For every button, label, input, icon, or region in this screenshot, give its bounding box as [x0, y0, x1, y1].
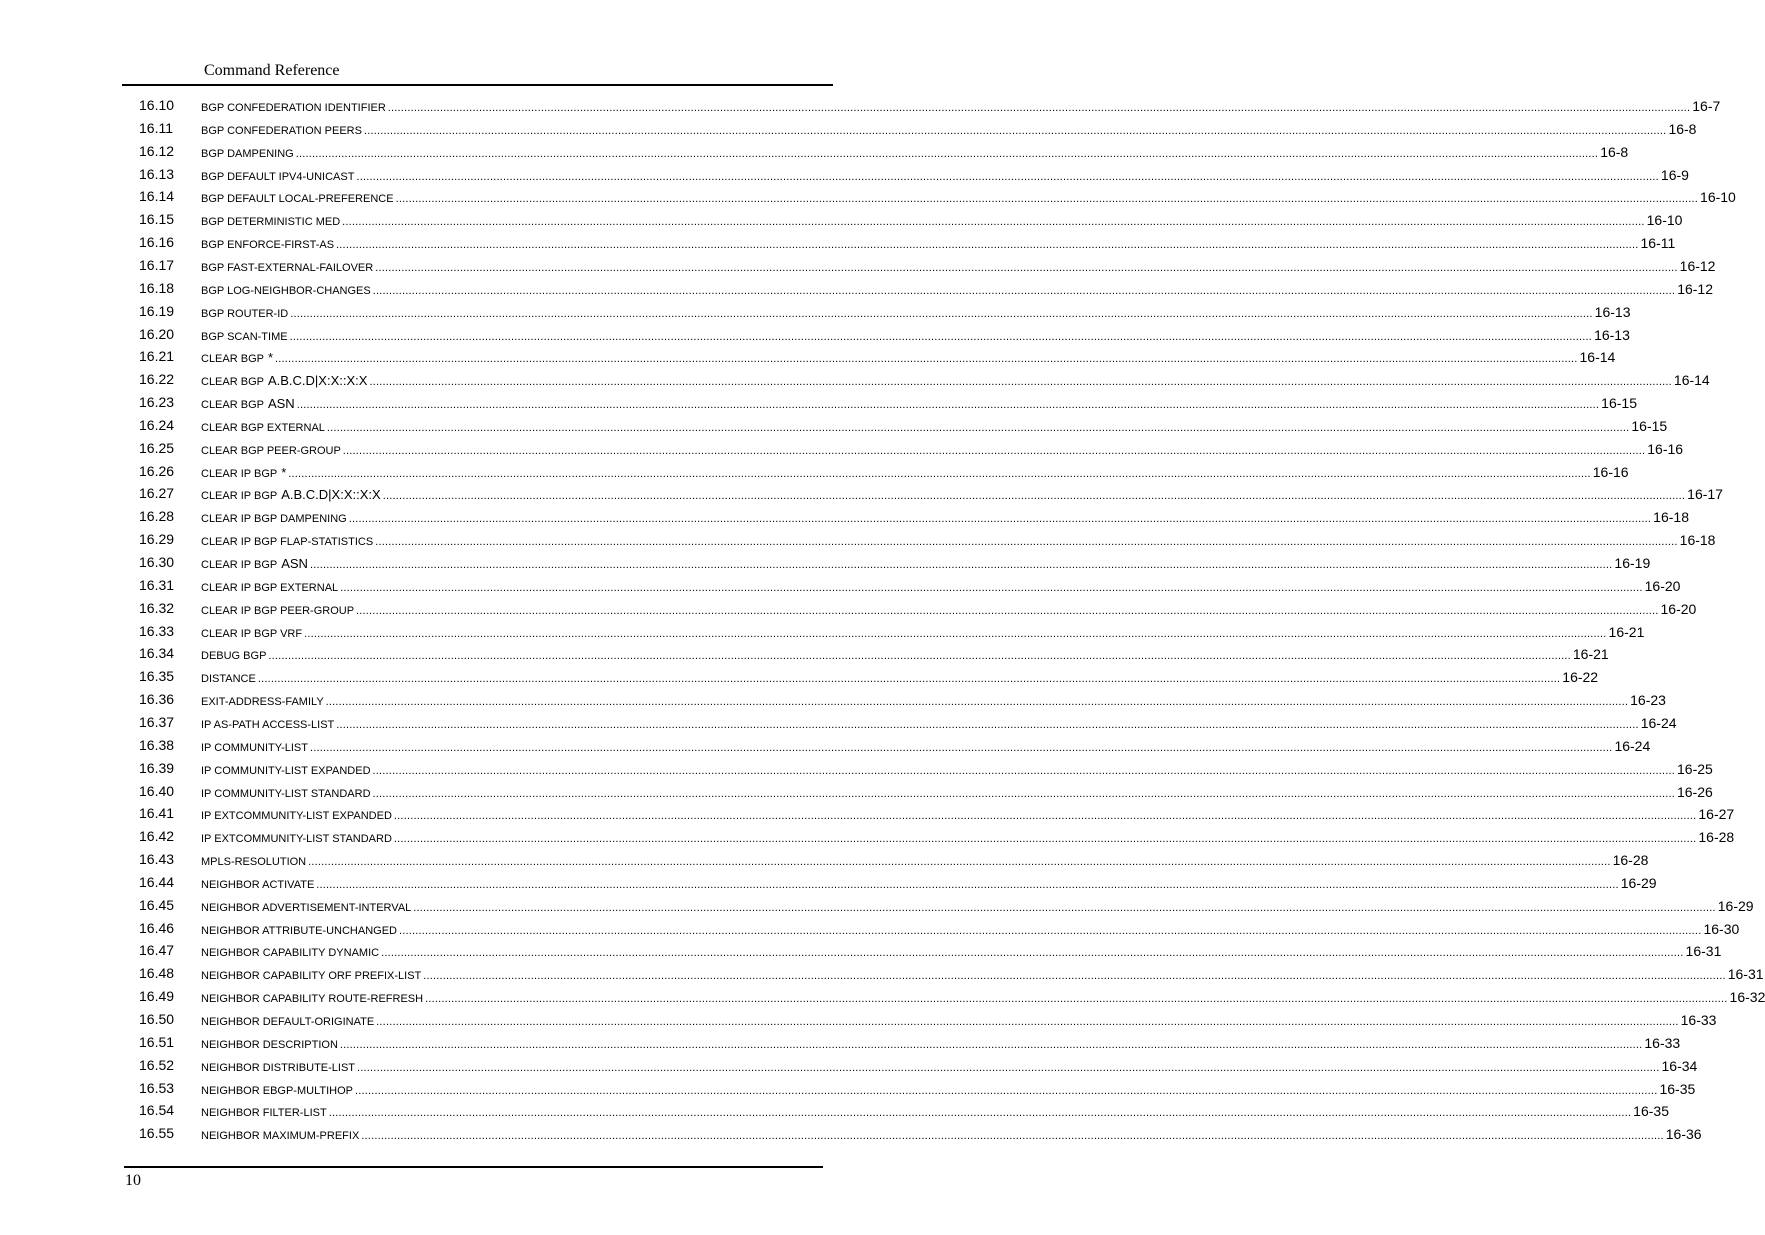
toc-entry-line — [201, 646, 1609, 663]
toc-dot-leader: ................................................................................................................................................................................................................................................................................................................................................................................................................ — [381, 947, 1684, 960]
toc-entry-title: NEIGHBOR FILTER-LIST — [201, 1107, 327, 1120]
toc-entry-title: CLEAR IP BGP EXTERNAL — [201, 581, 339, 594]
toc-entry-line — [201, 783, 1713, 800]
toc-entry[interactable] — [0, 1124, 1702, 1144]
toc-entry-argument: A.B.C.D|X:X::X:X — [267, 373, 368, 389]
toc-dot-leader: ................................................................................................................................................................................................................................................................................................................................................................................................................ — [339, 1038, 1643, 1051]
toc-entry-line — [201, 98, 1721, 114]
toc-dot-leader: ................................................................................................................................................................................................................................................................................................................................................................................................................ — [336, 239, 1639, 252]
toc-entry-title: NEIGHBOR ATTRIBUTE-UNCHANGED — [201, 924, 397, 937]
toc-entry-line — [201, 1103, 1669, 1120]
toc-entry-page: 16-8 — [1668, 120, 1697, 137]
toc-dot-leader: ................................................................................................................................................................................................................................................................................................................................................................................................................ — [290, 307, 1593, 320]
toc-entry-title: BGP DAMPENING — [201, 147, 294, 160]
toc-dot-leader: ................................................................................................................................................................................................................................................................................................................................................................................................................ — [340, 581, 1643, 594]
toc-entry-title: BGP ENFORCE-FIRST-AS — [201, 239, 335, 252]
toc-entry-page: 16-24 — [1614, 737, 1651, 754]
toc-entry-title: NEIGHBOR CAPABILITY DYNAMIC — [201, 947, 380, 960]
toc-entry-number: 16.42 — [139, 828, 175, 845]
toc-dot-leader: ................................................................................................................................................................................................................................................................................................................................................................................................................ — [382, 490, 1686, 503]
toc-entry[interactable] — [0, 987, 1765, 1007]
toc-entry-line — [201, 692, 1666, 709]
toc-entry-number: 16.18 — [139, 279, 175, 296]
toc-dot-leader: ................................................................................................................................................................................................................................................................................................................................................................................................................ — [376, 1016, 1679, 1028]
toc-entry[interactable] — [0, 553, 1651, 573]
toc-entry-title: MPLS-RESOLUTION — [201, 856, 307, 869]
toc-entry-title: CLEAR BGP — [201, 376, 264, 389]
toc-entry[interactable] — [0, 941, 1722, 961]
toc-entry-title: CLEAR BGP EXTERNAL — [201, 421, 325, 434]
toc-dot-leader: ................................................................................................................................................................................................................................................................................................................................................................................................................ — [398, 924, 1702, 937]
toc-entry-number: 16.15 — [139, 211, 175, 228]
toc-entry-line — [201, 440, 1684, 457]
toc-entry-number: 16.33 — [139, 622, 175, 639]
toc-entry[interactable] — [0, 690, 1666, 710]
toc-dot-leader: ................................................................................................................................................................................................................................................................................................................................................................................................................ — [325, 696, 1629, 709]
toc-entry-number: 16.38 — [139, 736, 175, 753]
toc-entry-page: 16-34 — [1661, 1057, 1698, 1074]
toc-dot-leader: ................................................................................................................................................................................................................................................................................................................................................................................................................ — [372, 764, 1675, 777]
toc-entry-line — [201, 372, 1710, 389]
toc-dot-leader: ................................................................................................................................................................................................................................................................................................................................................................................................................ — [342, 444, 1646, 457]
toc-entry-title: IP AS-PATH ACCESS-LIST — [201, 718, 335, 731]
toc-entry-line — [201, 829, 1735, 846]
page-header-title: Command Reference — [204, 62, 340, 79]
toc-entry-number: 16.37 — [139, 713, 175, 730]
toc-entry-number: 16.28 — [139, 508, 175, 525]
toc-entry-title: BGP CONFEDERATION IDENTIFIER — [201, 102, 386, 114]
toc-entry-page: 16-35 — [1633, 1103, 1669, 1120]
toc-entry-page: 16-25 — [1677, 760, 1713, 777]
toc-entry-line — [201, 120, 1697, 137]
toc-entry[interactable] — [0, 187, 1736, 207]
toc-entry-title: NEIGHBOR DESCRIPTION — [201, 1038, 338, 1051]
toc-dot-leader: ................................................................................................................................................................................................................................................................................................................................................................................................................ — [257, 673, 1561, 686]
toc-entry-line — [201, 623, 1645, 640]
toc-entry-number: 16.51 — [139, 1033, 175, 1050]
toc-entry[interactable] — [0, 484, 1723, 504]
toc-entry[interactable] — [0, 850, 1649, 870]
toc-entry-title: DEBUG BGP — [201, 650, 267, 663]
toc-entry-line — [201, 280, 1713, 297]
toc-entry-line — [201, 989, 1765, 1006]
toc-entry-line — [201, 966, 1764, 983]
toc-entry-number: 16.17 — [139, 256, 175, 273]
toc-entry-number: 16.12 — [139, 142, 175, 159]
toc-entry[interactable] — [0, 325, 1630, 345]
toc-entry-number: 16.32 — [139, 599, 175, 616]
toc-entry-title: CLEAR IP BGP — [201, 490, 278, 503]
toc-entry-line — [201, 1012, 1717, 1028]
toc-entry-title: IP EXTCOMMUNITY-LIST STANDARD — [201, 833, 392, 846]
toc-dot-leader: ................................................................................................................................................................................................................................................................................................................................................................................................................ — [342, 216, 1645, 229]
toc-entry-page: 16-31 — [1727, 966, 1764, 983]
toc-entry-number: 16.44 — [139, 873, 175, 890]
toc-entry-page: 16-13 — [1594, 303, 1631, 320]
toc-entry[interactable] — [0, 370, 1710, 390]
toc-entry[interactable] — [0, 964, 1764, 984]
toc-dot-leader: ................................................................................................................................................................................................................................................................................................................................................................................................................ — [361, 1130, 1664, 1143]
toc-entry-title: CLEAR IP BGP DAMPENING — [201, 513, 347, 526]
toc-entry-number: 16.50 — [139, 1011, 175, 1027]
toc-entry-number: 16.26 — [139, 462, 175, 479]
toc-dot-leader: ................................................................................................................................................................................................................................................................................................................................................................................................................ — [357, 1061, 1660, 1074]
toc-entry[interactable] — [0, 142, 1629, 162]
toc-entry-line — [201, 486, 1723, 503]
toc-dot-leader: ................................................................................................................................................................................................................................................................................................................................................................................................................ — [336, 718, 1639, 731]
toc-entry-page: 16-20 — [1644, 577, 1681, 594]
toc-entry[interactable] — [0, 393, 1637, 413]
toc-entry-page: 16-27 — [1698, 806, 1735, 823]
toc-entry-line — [201, 1034, 1681, 1051]
toc-entry-title: NEIGHBOR MAXIMUM-PREFIX — [201, 1130, 360, 1143]
toc-entry-title: NEIGHBOR DISTRIBUTE-LIST — [201, 1061, 356, 1074]
toc-entry[interactable] — [0, 576, 1681, 596]
toc-entry[interactable] — [0, 782, 1713, 802]
toc-entry-number: 16.23 — [139, 394, 175, 411]
toc-dot-leader: ................................................................................................................................................................................................................................................................................................................................................................................................................ — [363, 124, 1667, 137]
toc-dot-leader: ................................................................................................................................................................................................................................................................................................................................................................................................................ — [289, 330, 1593, 343]
toc-entry-page: 16-35 — [1659, 1080, 1696, 1097]
toc-entry-page: 16-32 — [1729, 989, 1765, 1006]
toc-entry-number: 16.47 — [139, 942, 175, 959]
toc-entry-line — [201, 143, 1629, 160]
toc-entry-line — [201, 509, 1689, 526]
toc-entry-title: CLEAR IP BGP — [201, 559, 278, 571]
toc-entry[interactable] — [0, 96, 1721, 116]
toc-entry[interactable] — [0, 416, 1668, 436]
toc-entry-line — [201, 463, 1629, 480]
toc-entry-line — [201, 1057, 1698, 1074]
toc-entry-title: IP EXTCOMMUNITY-LIST EXPANDED — [201, 810, 392, 823]
toc-entry[interactable] — [0, 256, 1716, 276]
toc-entry-page: 16-10 — [1646, 212, 1683, 229]
toc-entry-title: DISTANCE — [201, 673, 256, 686]
toc-entry-page: 16-24 — [1640, 714, 1677, 731]
toc-entry-line — [201, 532, 1716, 549]
toc-entry-line — [201, 166, 1689, 183]
toc-entry-number: 16.13 — [139, 165, 175, 182]
toc-entry[interactable] — [0, 279, 1713, 299]
toc-entry[interactable] — [0, 1079, 1696, 1099]
toc-entry[interactable] — [0, 804, 1735, 824]
page-number: 10 — [125, 1172, 141, 1189]
toc-entry-line — [201, 806, 1735, 823]
toc-entry-page: 16-33 — [1680, 1012, 1717, 1028]
toc-entry-title: NEIGHBOR EBGP-MULTIHOP — [201, 1084, 353, 1097]
toc-entry-argument: ASN — [281, 556, 308, 571]
toc-entry[interactable] — [0, 165, 1689, 185]
toc-entry-title: BGP ROUTER-ID — [201, 307, 289, 320]
toc-dot-leader: ................................................................................................................................................................................................................................................................................................................................................................................................................ — [369, 376, 1672, 389]
toc-entry-page: 16-31 — [1685, 943, 1722, 960]
toc-entry-line — [201, 943, 1722, 960]
toc-entry-title: CLEAR BGP — [201, 353, 264, 366]
toc-entry[interactable] — [0, 919, 1740, 939]
toc-entry[interactable] — [0, 622, 1645, 642]
toc-entry-page: 16-26 — [1676, 783, 1713, 800]
toc-entry-line — [201, 1126, 1702, 1143]
toc-dot-leader: ................................................................................................................................................................................................................................................................................................................................................................................................................ — [375, 261, 1678, 274]
toc-entry-title: NEIGHBOR CAPABILITY ROUTE-REFRESH — [201, 993, 424, 1006]
toc-entry-title: CLEAR IP BGP VRF — [201, 627, 303, 640]
toc-entry[interactable] — [0, 347, 1616, 367]
toc-entry-line — [201, 1080, 1696, 1097]
toc-entry-number: 16.19 — [139, 302, 175, 319]
toc-entry-page: 16-16 — [1592, 463, 1629, 480]
toc-entry-line — [201, 852, 1649, 869]
toc-dot-leader: ................................................................................................................................................................................................................................................................................................................................................................................................................ — [393, 833, 1697, 846]
toc-entry-line — [201, 920, 1740, 937]
toc-entry-number: 16.43 — [139, 851, 175, 868]
toc-entry-title: NEIGHBOR CAPABILITY ORF PREFIX-LIST — [201, 970, 422, 983]
toc-entry-title: BGP FAST-EXTERNAL-FAILOVER — [201, 261, 374, 274]
toc-entry-page: 16-14 — [1579, 349, 1616, 366]
toc-entry-line — [201, 257, 1716, 274]
toc-entry[interactable] — [0, 1101, 1669, 1121]
toc-dot-leader: ................................................................................................................................................................................................................................................................................................................................................................................................................ — [295, 147, 1599, 160]
toc-entry-number: 16.24 — [139, 416, 175, 433]
toc-entry-title: NEIGHBOR ADVERTISEMENT-INTERVAL — [201, 901, 412, 914]
toc-entry-number: 16.45 — [139, 896, 175, 913]
toc-entry-number: 16.10 — [139, 97, 175, 113]
toc-entry-argument: A.B.C.D|X:X::X:X — [281, 487, 381, 503]
toc-entry-number: 16.27 — [139, 485, 175, 502]
toc-entry-number: 16.40 — [139, 782, 175, 799]
toc-entry-number: 16.55 — [139, 1125, 175, 1142]
toc-entry-title: BGP DEFAULT IPV4-UNICAST — [201, 170, 355, 183]
toc-entry-line — [201, 212, 1683, 229]
toc-dot-leader: ................................................................................................................................................................................................................................................................................................................................................................................................................ — [309, 559, 1613, 571]
toc-entry-number: 16.54 — [139, 1102, 175, 1119]
toc-entry-number: 16.34 — [139, 645, 175, 662]
toc-dot-leader: ................................................................................................................................................................................................................................................................................................................................................................................................................ — [268, 650, 1571, 663]
toc-entry-line — [201, 349, 1616, 366]
toc-entry[interactable] — [0, 1033, 1681, 1053]
toc-entry[interactable] — [0, 1010, 1717, 1030]
toc-entry-line — [201, 303, 1631, 320]
toc-dot-leader: ................................................................................................................................................................................................................................................................................................................................................................................................................ — [423, 970, 1726, 983]
toc-entry-title: IP COMMUNITY-LIST STANDARD — [201, 787, 371, 800]
toc-entry-page: 16-8 — [1600, 143, 1629, 160]
toc-entry-title: BGP CONFEDERATION PEERS — [201, 124, 362, 137]
toc-entry-page: 16-18 — [1653, 509, 1689, 526]
toc-dot-leader: ................................................................................................................................................................................................................................................................................................................................................................................................................ — [328, 1107, 1632, 1120]
footer-divider — [124, 1166, 823, 1168]
toc-entry-number: 16.41 — [139, 805, 175, 822]
toc-entry-argument: * — [281, 464, 287, 480]
toc-entry-page: 16-28 — [1612, 852, 1649, 869]
toc-entry-number: 16.35 — [139, 668, 175, 685]
toc-entry[interactable] — [0, 667, 1599, 687]
toc-entry-line — [201, 555, 1651, 571]
toc-entry-page: 16-10 — [1700, 189, 1736, 206]
toc-entry-title: BGP DEFAULT LOCAL-PREFERENCE — [201, 193, 394, 206]
toc-entry-line — [201, 417, 1668, 434]
toc-dot-leader: ................................................................................................................................................................................................................................................................................................................................................................................................................ — [326, 421, 1630, 434]
toc-dot-leader: ................................................................................................................................................................................................................................................................................................................................................................................................................ — [275, 353, 1578, 366]
toc-dot-leader: ................................................................................................................................................................................................................................................................................................................................................................................................................ — [393, 810, 1697, 823]
toc-entry-line — [201, 395, 1637, 412]
toc-entry-number: 16.31 — [139, 576, 175, 593]
toc-entry-number: 16.21 — [139, 348, 175, 365]
toc-entry-line — [201, 897, 1754, 914]
toc-dot-leader: ................................................................................................................................................................................................................................................................................................................................................................................................................ — [375, 536, 1678, 549]
toc-entry-title: NEIGHBOR DEFAULT-ORIGINATE — [201, 1016, 375, 1028]
toc-entry-line — [201, 669, 1599, 686]
toc-entry-number: 16.53 — [139, 1079, 175, 1096]
toc-entry-page: 16-30 — [1703, 920, 1740, 937]
toc-entry-page: 16-17 — [1687, 486, 1723, 503]
toc-dot-leader: ................................................................................................................................................................................................................................................................................................................................................................................................................ — [354, 1084, 1658, 1097]
toc-entry[interactable] — [0, 644, 1609, 664]
toc-entry-page: 16-7 — [1692, 98, 1721, 114]
toc-entry-number: 16.52 — [139, 1056, 175, 1073]
toc-entry-number: 16.46 — [139, 919, 175, 936]
toc-entry-number: 16.39 — [139, 759, 175, 776]
toc-entry-page: 16-12 — [1677, 280, 1713, 297]
toc-entry-number: 16.25 — [139, 439, 175, 456]
toc-entry-page: 16-21 — [1572, 646, 1609, 663]
toc-entry-number: 16.22 — [139, 371, 175, 388]
toc-entry-title: CLEAR BGP PEER-GROUP — [201, 444, 341, 457]
toc-entry-page: 16-9 — [1660, 166, 1689, 183]
toc-entry-title: BGP LOG-NEIGHBOR-CHANGES — [201, 284, 371, 297]
toc-entry[interactable] — [0, 439, 1684, 459]
toc-dot-leader: ................................................................................................................................................................................................................................................................................................................................................................................................................ — [296, 399, 1600, 412]
toc-entry[interactable] — [0, 599, 1697, 619]
toc-entry[interactable] — [0, 896, 1754, 916]
toc-entry-page: 16-16 — [1647, 440, 1684, 457]
toc-dot-leader: ................................................................................................................................................................................................................................................................................................................................................................................................................ — [348, 513, 1652, 526]
toc-entry-page: 16-12 — [1679, 257, 1716, 274]
toc-dot-leader: ................................................................................................................................................................................................................................................................................................................................................................................................................ — [309, 741, 1613, 754]
toc-dot-leader: ................................................................................................................................................................................................................................................................................................................................................................................................................ — [316, 878, 1619, 891]
toc-entry-argument: ASN — [267, 396, 295, 412]
toc-entry-title: IP COMMUNITY-LIST — [201, 741, 308, 754]
toc-dot-leader: ................................................................................................................................................................................................................................................................................................................................................................................................................ — [413, 901, 1716, 914]
toc-entry-line — [201, 600, 1697, 617]
toc-entry-argument: * — [267, 350, 274, 366]
toc-entry-title: NEIGHBOR ACTIVATE — [201, 878, 315, 891]
toc-entry-page: 16-29 — [1620, 874, 1657, 891]
toc-entry-line — [201, 326, 1630, 343]
toc-entry-number: 16.48 — [139, 965, 175, 982]
toc-dot-leader: ................................................................................................................................................................................................................................................................................................................................................................................................................ — [387, 102, 1691, 114]
toc-entry-page: 16-15 — [1631, 417, 1668, 434]
toc-dot-leader: ................................................................................................................................................................................................................................................................................................................................................................................................................ — [425, 993, 1728, 1006]
toc-entry-page: 16-29 — [1717, 897, 1754, 914]
toc-entry-number: 16.29 — [139, 531, 175, 548]
toc-entry-line — [201, 577, 1681, 594]
toc-entry[interactable] — [0, 462, 1629, 482]
toc-dot-leader: ................................................................................................................................................................................................................................................................................................................................................................................................................ — [372, 787, 1675, 800]
toc-entry-page: 16-22 — [1562, 669, 1599, 686]
toc-entry-page: 16-20 — [1660, 600, 1697, 617]
toc-entry-page: 16-15 — [1601, 395, 1637, 412]
toc-entry[interactable] — [0, 302, 1631, 322]
toc-entry-page: 16-21 — [1608, 623, 1645, 640]
toc-entry[interactable] — [0, 1056, 1698, 1076]
toc-dot-leader: ................................................................................................................................................................................................................................................................................................................................................................................................................ — [356, 170, 1659, 183]
toc-entry-title: CLEAR IP BGP PEER-GROUP — [201, 604, 355, 617]
toc-dot-leader: ................................................................................................................................................................................................................................................................................................................................................................................................................ — [288, 467, 1591, 480]
toc-entry-number: 16.16 — [139, 234, 175, 251]
toc-entry-line — [201, 737, 1651, 754]
toc-entry-number: 16.11 — [139, 119, 173, 136]
toc-entry-title: IP COMMUNITY-LIST EXPANDED — [201, 764, 371, 777]
toc-entry-title: CLEAR BGP — [201, 399, 264, 412]
toc-entry[interactable] — [0, 210, 1683, 230]
toc-entry-number: 16.30 — [139, 554, 175, 570]
toc-dot-leader: ................................................................................................................................................................................................................................................................................................................................................................................................................ — [395, 193, 1699, 206]
toc-entry[interactable] — [0, 873, 1657, 893]
toc-entry-line — [201, 760, 1713, 777]
toc-entry[interactable] — [0, 530, 1716, 550]
toc-entry[interactable] — [0, 119, 1697, 139]
toc-entry-page: 16-36 — [1665, 1126, 1702, 1143]
toc-entry-title: CLEAR IP BGP — [201, 467, 278, 480]
toc-entry[interactable] — [0, 827, 1735, 847]
toc-entry-page: 16-33 — [1644, 1034, 1681, 1051]
toc-entry-title: BGP SCAN-TIME — [201, 330, 288, 343]
toc-entry-page: 16-19 — [1614, 555, 1651, 571]
toc-entry-number: 16.20 — [139, 325, 175, 342]
toc-entry-title: BGP DETERMINISTIC MED — [201, 216, 341, 229]
toc-entry[interactable] — [0, 736, 1651, 756]
toc-entry-line — [201, 714, 1677, 731]
toc-entry-title: EXIT-ADDRESS-FAMILY — [201, 696, 324, 709]
toc-entry[interactable] — [0, 713, 1677, 733]
toc-entry-page: 16-18 — [1679, 532, 1716, 549]
toc-entry-page: 16-14 — [1673, 372, 1710, 389]
toc-entry-page: 16-23 — [1630, 692, 1666, 709]
toc-dot-leader: ................................................................................................................................................................................................................................................................................................................................................................................................................ — [372, 284, 1676, 297]
toc-entry-page: 16-11 — [1640, 235, 1676, 252]
toc-entry-line — [201, 874, 1657, 891]
toc-entry-page: 16-28 — [1698, 829, 1735, 846]
toc-entry[interactable] — [0, 759, 1713, 779]
toc-entry-page: 16-13 — [1594, 326, 1630, 343]
toc-dot-leader: ................................................................................................................................................................................................................................................................................................................................................................................................................ — [308, 856, 1611, 869]
toc-dot-leader: ................................................................................................................................................................................................................................................................................................................................................................................................................ — [356, 604, 1659, 617]
header-divider — [122, 84, 833, 86]
toc-entry-title: CLEAR IP BGP FLAP-STATISTICS — [201, 536, 374, 549]
toc-entry-line — [201, 235, 1676, 252]
toc-entry-number: 16.36 — [139, 691, 175, 708]
toc-entry-line — [201, 189, 1736, 206]
toc-dot-leader: ................................................................................................................................................................................................................................................................................................................................................................................................................ — [304, 627, 1607, 640]
toc-entry[interactable] — [0, 507, 1689, 527]
toc-entry[interactable] — [0, 233, 1676, 253]
toc-entry-number: 16.14 — [139, 188, 175, 205]
toc-entry-number: 16.49 — [139, 988, 175, 1005]
